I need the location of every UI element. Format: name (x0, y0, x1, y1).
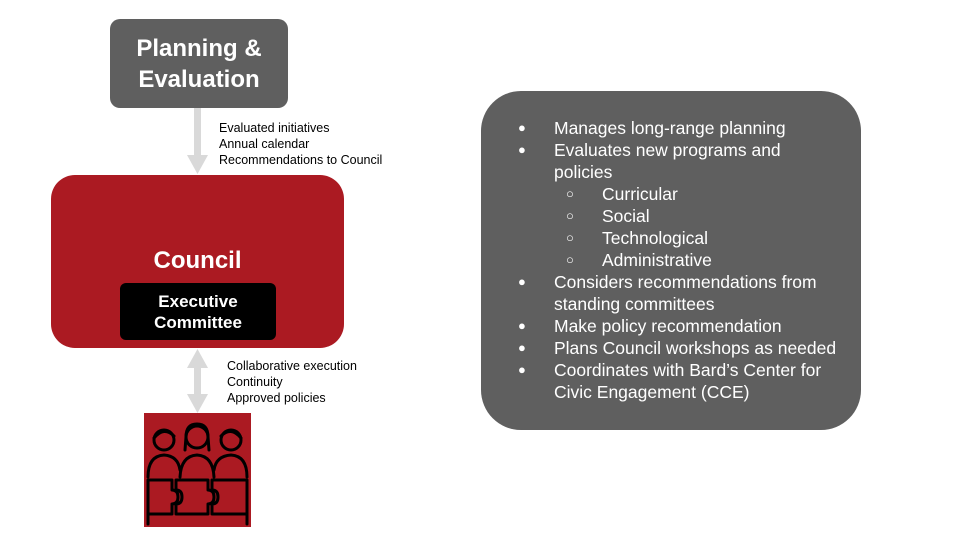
list-item-text: Evaluates new programs and policies (554, 140, 781, 182)
list-item-text: Make policy recommendation (554, 316, 782, 336)
hollow-bullet-icon: ○ (566, 208, 574, 223)
bullet-icon: ● (518, 340, 526, 355)
list-item (481, 359, 861, 403)
executive-label-line2: Committee (154, 312, 242, 332)
sub-list-item (481, 227, 861, 249)
sub-list-item (481, 249, 861, 271)
hollow-bullet-icon: ○ (566, 230, 574, 245)
arrow-label: Evaluated initiatives (219, 121, 330, 135)
list-item (481, 117, 861, 139)
bullet-icon: ● (518, 274, 526, 289)
list-item (481, 271, 861, 315)
responsibilities-list (481, 117, 861, 403)
hollow-bullet-icon: ○ (566, 252, 574, 267)
arrow-label: Recommendations to Council (219, 153, 383, 167)
sub-list-item (481, 205, 861, 227)
arrow-label: Annual calendar (219, 137, 310, 151)
sub-item-text: Social (602, 206, 650, 226)
list-item-text: Considers recommendations from standing committees (554, 272, 817, 314)
executive-label-line1: Executive (158, 291, 238, 311)
bullet-icon: ● (518, 120, 526, 135)
council-title: Council (153, 247, 242, 274)
bullet-icon: ● (518, 142, 526, 157)
list-item (481, 139, 861, 183)
sub-item-text: Technological (602, 228, 709, 248)
bullet-icon: ● (518, 362, 526, 377)
bullet-icon: ● (518, 318, 526, 333)
list-item-text: Plans Council workshops as needed (554, 338, 837, 358)
list-item-text: Coordinates with Bard’s Center for Civic Engagement (CCE) (554, 360, 822, 402)
sub-list-item (481, 183, 861, 205)
arrow-label: Continuity (227, 375, 283, 389)
list-item (481, 315, 861, 337)
sub-item-text: Administrative (602, 250, 712, 270)
responsibilities-panel (481, 91, 861, 430)
hollow-bullet-icon: ○ (566, 186, 574, 201)
arrow-label: Collaborative execution (227, 359, 357, 373)
list-item-text: Manages long-range planning (554, 118, 786, 138)
planning-label-line1: Planning & (136, 34, 262, 62)
list-item (481, 337, 861, 359)
sub-item-text: Curricular (602, 184, 678, 204)
arrow-label: Approved policies (227, 391, 326, 405)
planning-label-line2: Evaluation (138, 65, 260, 93)
